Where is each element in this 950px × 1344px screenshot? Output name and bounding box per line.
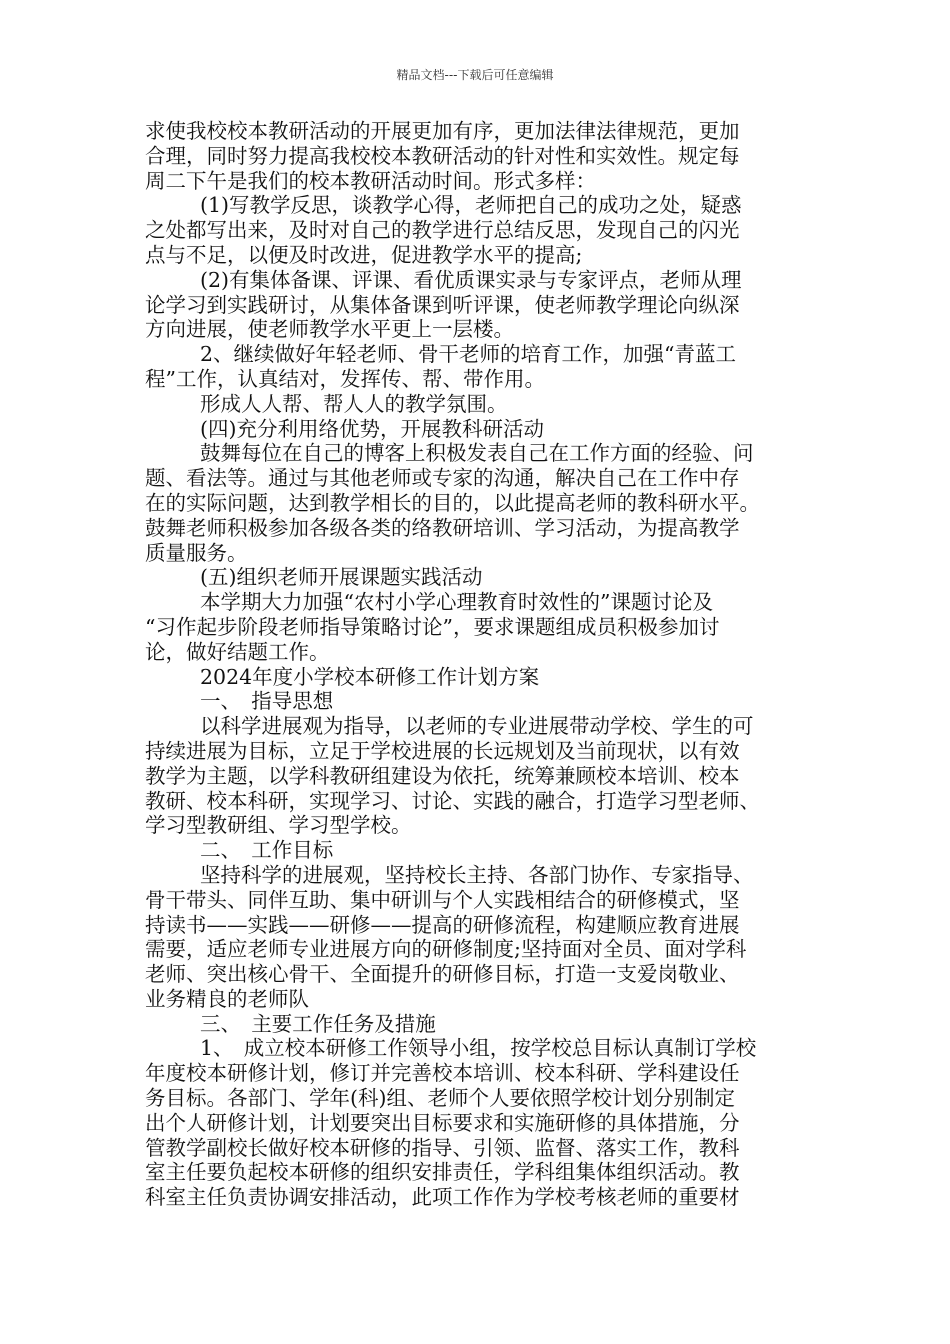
text-line: 在的实际问题，达到教学相长的目的，以此提高老师的教科研水平。	[145, 490, 760, 515]
text-line: 题、看法等。通过与其他老师或专家的沟通，解决自己在工作中存	[145, 466, 740, 491]
text-line: 出个人研修计划，计划要突出目标要求和实施研修的具体措施，分	[145, 1110, 740, 1135]
text-line: 管教学副校长做好校本研修的指导、引领、监督、落实工作，教科	[145, 1135, 740, 1160]
text-line: 持读书——实践——研修——提高的研修流程，构建顺应教育进展	[145, 912, 740, 937]
text-line: 2024年度小学校本研修工作计划方案	[200, 664, 540, 689]
text-line: “习作起步阶段老师指导策略讨论”，要求课题组成员积极参加讨	[145, 614, 720, 639]
text-line: 周二下午是我们的校本教研活动时间。形式多样：	[145, 168, 596, 193]
text-line: 一、 指导思想	[200, 689, 334, 714]
text-line: 论，做好结题工作。	[145, 639, 330, 664]
text-line: 科室主任负责协调安排活动，此项工作作为学校考核老师的重要材	[145, 1185, 740, 1210]
text-line: 老师、突出核心骨干、全面提升的研修目标，打造一支爱岗敬业、	[145, 962, 740, 987]
text-line: (2)有集体备课、评课、看优质课实录与专家评点，老师从理	[200, 267, 742, 292]
text-line: 鼓舞老师积极参加各级各类的络教研培训、学习活动，为提高教学	[145, 515, 740, 540]
text-line: 点与不足，以便及时改进，促进教学水平的提高;	[145, 242, 583, 267]
text-line: 论学习到实践研讨，从集体备课到听评课，使老师教学理论向纵深	[145, 292, 740, 317]
text-line: 1、 成立校本研修工作领导小组，按学校总目标认真制订学校	[200, 1036, 757, 1061]
text-line: 务目标。各部门、学年(科)组、老师个人要依照学校计划分别制定	[145, 1086, 735, 1111]
text-line: 需要，适应老师专业进展方向的研修制度;坚持面对全员、面对学科	[145, 937, 747, 962]
document-body	[145, 119, 825, 1210]
text-line: 教研、校本科研，实现学习、讨论、实践的融合，打造学习型老师、	[145, 788, 760, 813]
text-line: 业务精良的老师队	[145, 986, 309, 1011]
text-line: 三、 主要工作任务及措施	[200, 1011, 436, 1036]
text-line: 程”工作，认真结对，发挥传、帮、带作用。	[145, 366, 545, 391]
text-line: 合理，同时努力提高我校校本教研活动的针对性和实效性。规定每	[145, 143, 740, 168]
text-line: 之处都写出来，及时对自己的教学进行总结反思，发现自己的闪光	[145, 218, 740, 243]
text-line: 年度校本研修计划，修订并完善校本培训、校本科研、学科建设任	[145, 1061, 740, 1086]
text-line: 本学期大力加强“农村小学心理教育时效性的”课题讨论及	[200, 590, 713, 615]
text-line: 学习型教研组、学习型学校。	[145, 813, 412, 838]
text-line: 2、继续做好年轻老师、骨干老师的培育工作，加强“青蓝工	[200, 342, 737, 367]
text-line: 二、 工作目标	[200, 838, 334, 863]
text-line: (四)充分利用络优势，开展教科研活动	[200, 416, 544, 441]
text-line: 教学为主题，以学科教研组建设为依托，统筹兼顾校本培训、校本	[145, 763, 740, 788]
text-line: 质量服务。	[145, 540, 248, 565]
page-header: 精品文档---下载后可任意编辑	[396, 68, 554, 82]
text-line: 鼓舞每位在自己的博客上积极发表自己在工作方面的经验、问	[200, 441, 754, 466]
text-line: 方向进展，使老师教学水平更上一层楼。	[145, 317, 514, 342]
text-line: 持续进展为目标，立足于学校进展的长远规划及当前现状，以有效	[145, 738, 740, 763]
text-line: 骨干带头、同伴互助、集中研训与个人实践相结合的研修模式，坚	[145, 887, 740, 912]
text-line: 形成人人帮、帮人人的教学氛围。	[200, 391, 508, 416]
text-line: 求使我校校本教研活动的开展更加有序，更加法律法律规范，更加	[145, 119, 740, 143]
text-line: (1)写教学反思，谈教学心得，老师把自己的成功之处，疑惑	[200, 193, 742, 218]
text-line: 以科学进展观为指导，以老师的专业进展带动学校、学生的可	[200, 714, 754, 739]
text-line: (五)组织老师开展课题实践活动	[200, 565, 483, 590]
text-line: 室主任要负起校本研修的组织安排责任，学科组集体组织活动。教	[145, 1160, 740, 1185]
text-line: 坚持科学的进展观，坚持校长主持、各部门协作、专家指导、	[200, 862, 754, 887]
